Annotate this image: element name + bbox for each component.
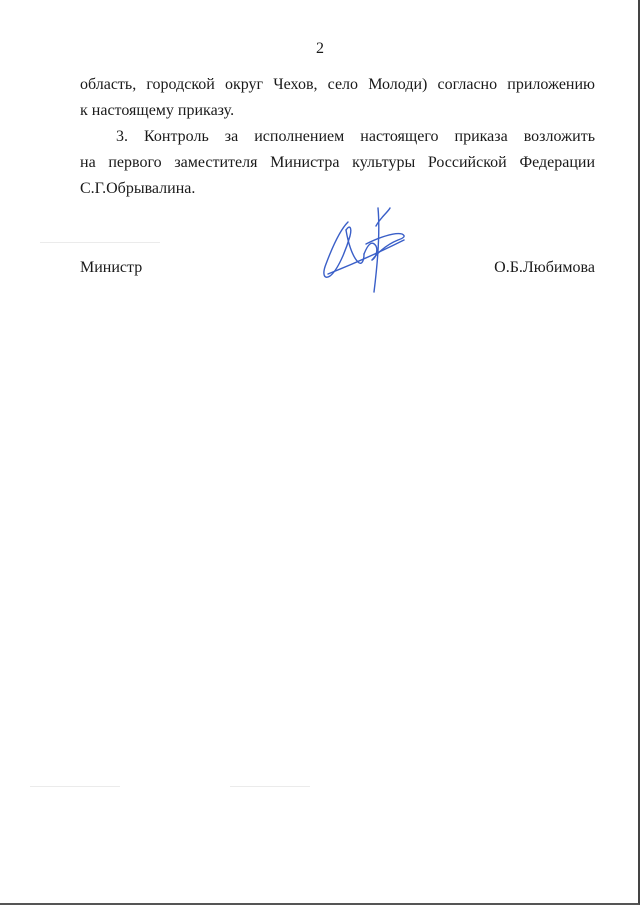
page-number: 2: [316, 40, 324, 57]
scan-artifact: [230, 786, 310, 787]
signer-name: О.Б.Любимова: [494, 259, 595, 276]
paragraph-line: С.Г.Обрывалина.: [80, 180, 196, 197]
paragraph-continuation: [80, 72, 595, 124]
signature-row: [80, 255, 595, 281]
handwritten-signature: [318, 200, 410, 296]
paragraph-control: [80, 124, 595, 202]
paragraph-line: к настоящему приказу.: [80, 102, 235, 119]
signer-title: Министр: [80, 259, 143, 276]
paragraph-line: на первого заместителя Министра культуры Российской Федерации: [80, 154, 595, 171]
paragraph-line: область, городской округ Чехов, село Молоди) согласно приложению: [80, 76, 595, 93]
scan-artifact: [30, 786, 120, 787]
paragraph-line: 3. Контроль за исполнением настоящего приказа возложить: [116, 128, 595, 145]
scan-artifact: [40, 242, 160, 243]
